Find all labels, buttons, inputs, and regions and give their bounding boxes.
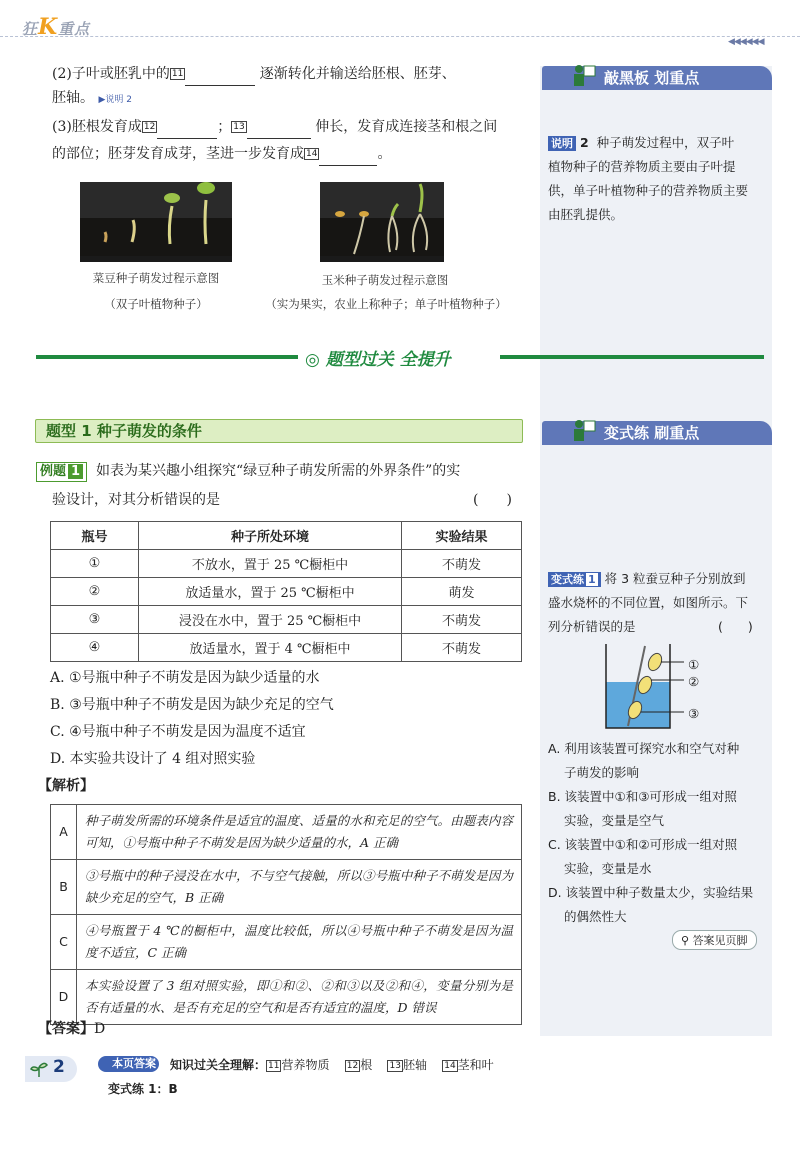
bean-seedlings-icon: [80, 182, 232, 262]
fill-item-2-line1: (2)子叶或胚乳中的 11 逐渐转化并输送给胚根、胚芽、: [52, 62, 456, 86]
side-note-2: 说明 2 种子萌发过程中，双子叶 植物种子的营养物质主要由子叶提 供，单子叶植物种子的营养物质主要 由胚乳提供。: [548, 135, 749, 222]
option-d: D. 本实验共设计了 4 组对照实验: [50, 751, 256, 767]
practice-options: A. 利用该装置可探究水和空气对种 子萌发的影响 B. 该装置中①和③可形成一组对照 实验，变量是空气 C. 该装置中①和②可形成一组对照 实验，变量是水 D. 该装置中种子数量太少，实验结果 的偶然性大: [548, 741, 754, 924]
see-footer-button[interactable]: ⚲ 答案见页脚: [672, 930, 757, 950]
section-divider-left: [36, 355, 298, 359]
note-tag: 说明: [548, 136, 576, 151]
teacher-icon: [570, 62, 596, 90]
page-number-tab: [25, 1056, 77, 1082]
option-c: C. ④号瓶中种子不萌发是因为温度不适宜: [50, 724, 306, 740]
header-arrows: ◀◀◀◀◀◀: [728, 37, 764, 47]
note-link[interactable]: ▶说明 2: [98, 95, 132, 105]
experiment-table: [50, 521, 522, 662]
bean-germination-photo: [80, 182, 232, 262]
beaker-label-3: ③: [688, 706, 700, 721]
answer-line: 【答案】D: [38, 1021, 106, 1037]
table-row: C ④号瓶置于 4 ℃的橱柜中，温度比较低，所以④号瓶中种子不萌发是因为温度不适宜，C 正确: [51, 915, 522, 970]
table-row: ① 不放水，置于 25 ℃橱柜中 不萌发: [51, 550, 522, 578]
analysis-table: [50, 804, 522, 1025]
teacher-icon: [570, 417, 596, 445]
pin-icon: ⚲: [681, 934, 690, 947]
option-a: A. ①号瓶中种子不萌发是因为缺少适量的水: [50, 670, 320, 686]
spiral-icon: ◎: [305, 350, 320, 370]
footer-practice-answer: 变式练 1：B: [108, 1082, 178, 1096]
corn-caption: 玉米种子萌发过程示意图: [321, 273, 449, 287]
example-stem-line1: 例题 1 如表为某兴趣小组探究“绿豆种子萌发所需的外界条件”的实: [36, 459, 460, 483]
section-divider-right: [500, 355, 764, 359]
fill-item-3-line1: (3)胚根发育成 12 ； 13 伸长，发育成连接茎和根之间: [52, 115, 497, 139]
practice-stem: 变式练 1 将 3 粒蚕豆种子分别放到 盛水烧杯的不同位置，如图所示。下 列分析错误的是 ( ): [548, 571, 753, 634]
analysis-label: 【解析】: [38, 778, 94, 794]
bean-subcaption: （双子叶植物种子）: [104, 297, 208, 311]
sprout-icon: [29, 1059, 49, 1079]
example-tag: 例题 1: [36, 462, 87, 482]
bean-caption: 菜豆种子萌发过程示意图: [92, 271, 220, 285]
corn-germination-photo: [320, 182, 444, 262]
table-row: A 种子萌发所需的环境条件是适宜的温度、适量的水和充足的空气。由题表内容可知，①号瓶中种子不萌发是因为缺少适量的水，A 正确: [51, 805, 522, 860]
page-answer-badge: 本页答案: [98, 1056, 159, 1072]
brand-logo: 狂K重点: [22, 14, 91, 40]
beaker-label-1: ①: [688, 657, 700, 672]
table-row: ③ 浸没在水中，置于 25 ℃橱柜中 不萌发: [51, 606, 522, 634]
fill-item-3-line2: 的部位；胚芽发育成芽，茎进一步发育成 14 。: [52, 142, 391, 166]
fill-item-2-line2: 胚轴。 ▶说明 2: [52, 90, 132, 106]
answer-paren: ( ): [473, 492, 512, 508]
practice-tag: 变式练 1: [548, 572, 601, 587]
option-b: B. ③号瓶中种子不萌发是因为缺少充足的空气: [50, 697, 334, 713]
page-number: 2: [53, 1057, 65, 1077]
table-row: D 本实验设置了 3 组对照实验，即①和②、②和③以及②和④，变量分别为是否有适量的水、是否有充足的空气和是否有适宜的温度，D 错误: [51, 970, 522, 1025]
header-rule: [0, 36, 800, 37]
side-banner-key-points: 敲黑板 划重点: [542, 66, 772, 90]
beaker-label-2: ②: [688, 674, 700, 689]
topic-title: 题型 1 种子萌发的条件: [46, 422, 202, 440]
corn-subcaption: （实为果实，农业上称种子；单子叶植物种子）: [265, 297, 507, 311]
table-row: ④ 放适量水，置于 4 ℃橱柜中 不萌发: [51, 634, 522, 662]
table-row: ② 放适量水，置于 25 ℃橱柜中 萌发: [51, 578, 522, 606]
table-row: B ③号瓶中的种子浸没在水中，不与空气接触，所以③号瓶中种子不萌发是因为缺少充足的空气，B 正确: [51, 860, 522, 915]
section-title: ◎ 题型过关 全提升: [305, 350, 451, 370]
table-header-row: 瓶号 种子所处环境 实验结果: [51, 522, 522, 550]
corn-seedlings-icon: [320, 182, 444, 262]
side-banner-practice: 变式练 刷重点: [542, 421, 772, 445]
footer-answers-line: 知识过关全理解： 11 营养物质 12 根 13 胚轴 14 茎和叶: [170, 1058, 494, 1072]
example-stem-line2: 验设计，对其分析错误的是: [52, 492, 220, 508]
